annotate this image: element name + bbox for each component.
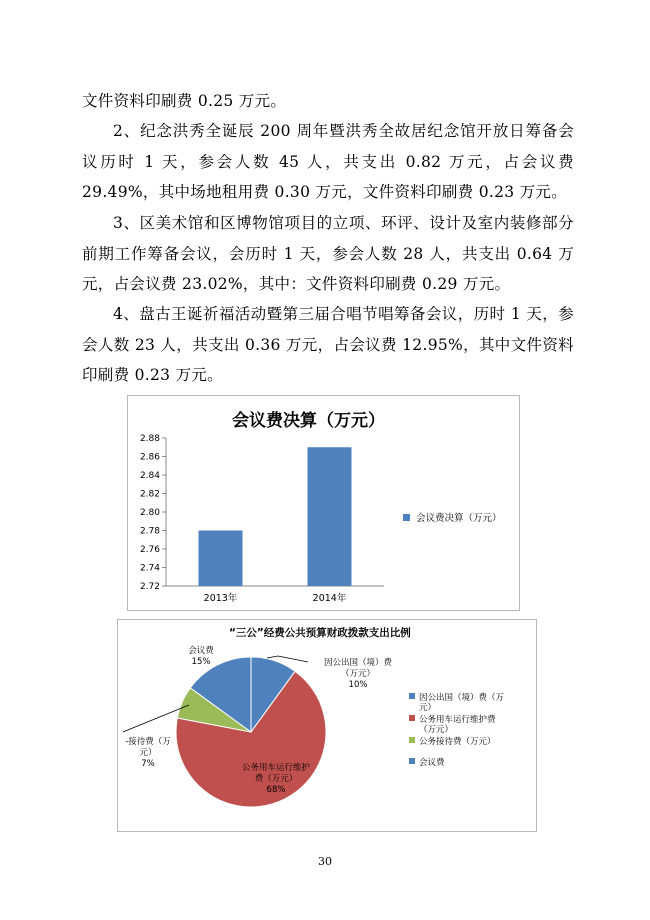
pie-chart xyxy=(118,620,536,831)
pie-legend-swatch xyxy=(409,737,415,743)
bar-0 xyxy=(199,531,243,587)
paragraph-3: 3、区美术馆和区博物馆项目的立项、环评、设计及室内装修部分前期工作筹备会议，会历时 1 天，参会人数 28 人，共支出 0.64 万元，占会议费 23.02%，其中：文件资料印刷费 0.29 万元。 xyxy=(82,214,574,293)
bar-chart xyxy=(128,396,519,610)
pie-data-label: 68% xyxy=(266,785,286,795)
pie-data-label: （万元） xyxy=(340,669,376,679)
pie-data-label: 因公出国（境）费 xyxy=(323,658,393,668)
bar-y-tick-label: 2.82 xyxy=(139,489,160,500)
pie-legend-label: 公务用车运行维护费（万元） xyxy=(419,715,496,735)
pie-legend-label: 因公出国（境）费（万元） xyxy=(419,693,505,713)
pie-chart-frame xyxy=(117,619,537,832)
bar-x-label: 2013年 xyxy=(203,593,238,604)
pie-legend-swatch xyxy=(409,758,415,764)
bar-chart-title: 会议费决算（万元） xyxy=(232,411,385,431)
pie-legend-label: 公务接待费（万元） xyxy=(419,737,496,747)
bar-y-tick-label: 2.74 xyxy=(139,563,160,574)
pie-data-label: 费（万元） xyxy=(254,774,298,784)
pie-chart-title: “三公”经费公共预算财政拨款支出比例 xyxy=(229,627,411,639)
pie-data-label: 10% xyxy=(348,680,368,690)
pie-data-label: -接待费（万 xyxy=(125,737,171,747)
paragraph-2: 2、纪念洪秀全诞辰 200 周年暨洪秀全故居纪念馆开放日筹备会议历时 1 天，参会人数 45 人，共支出 0.82 万元，占会议费 29.49%，其中场地租用费 0.30 万元，文件资料印刷费 0.23 万元。 xyxy=(82,122,574,201)
bar-y-tick-label: 2.88 xyxy=(139,434,160,444)
pie-data-label: 7% xyxy=(141,759,155,769)
bar-y-tick-label: 2.80 xyxy=(139,508,160,518)
pie-legend-swatch xyxy=(409,715,415,721)
bar-y-tick-label: 2.84 xyxy=(139,471,160,481)
bar-1 xyxy=(308,447,352,586)
bar-y-tick-label: 2.72 xyxy=(139,582,160,592)
page-number: 30 xyxy=(318,855,332,868)
pie-data-label: 15% xyxy=(191,657,211,667)
pie-data-label: 会议费 xyxy=(188,646,214,656)
pie-legend-swatch xyxy=(409,693,415,699)
bar-chart-frame xyxy=(127,395,520,611)
paragraph-1: 文件资料印刷费 0.25 万元。 xyxy=(82,92,287,110)
bar-legend-swatch xyxy=(403,514,410,521)
bar-x-label: 2014年 xyxy=(312,593,347,604)
pie-legend-label: 会议费 xyxy=(419,758,445,768)
pie-data-label: 公务用车运行维护 xyxy=(241,763,311,773)
pie-data-label: 元） xyxy=(139,748,157,758)
bar-y-tick-label: 2.76 xyxy=(139,545,160,555)
bar-y-tick-label: 2.78 xyxy=(139,526,160,537)
paragraph-4: 4、盘古王诞祈福活动暨第三届合唱节唱筹备会议，历时 1 天，参会人数 23 人，共支出 0.36 万元，占会议费 12.95%，其中文件资料印刷费 0.23 万元。 xyxy=(82,305,574,384)
bar-y-tick-label: 2.86 xyxy=(139,452,160,463)
bar-legend-label: 会议费决算（万元） xyxy=(416,513,502,524)
